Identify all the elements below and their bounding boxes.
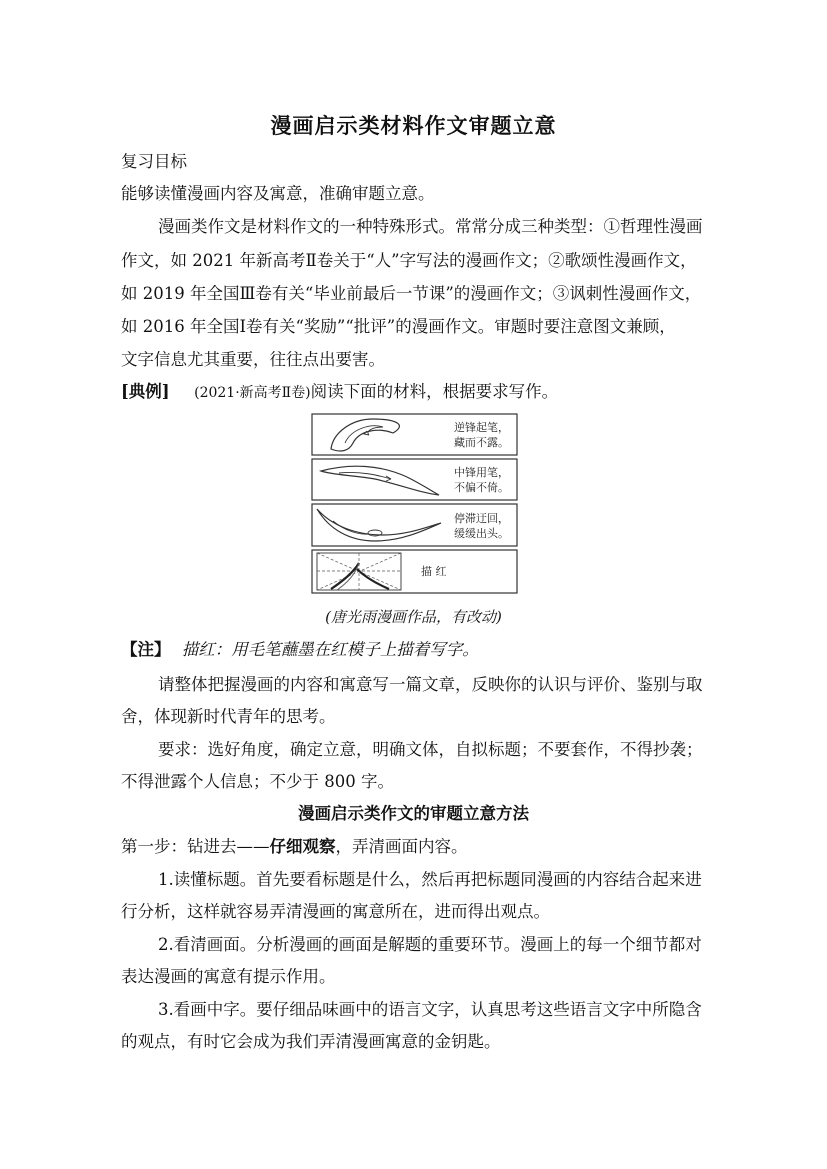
goal-heading: 复习目标 — [121, 152, 187, 171]
requirement-line: 不得泄露个人信息；不少于 800 字。 — [121, 772, 394, 791]
example-text: 阅读下面的材料，根据要求写作。 — [310, 382, 559, 401]
point-line: 表达漫画的寓意有提示作用。 — [121, 967, 336, 986]
panel-text: 停滞迂回， — [454, 512, 509, 525]
goal-text: 能够读懂漫画内容及寓意，准确审题立意。 — [121, 184, 435, 203]
point-line: 2.看清画面。分析漫画的画面是解题的重要环节。漫画上的每一个细节都对 — [158, 935, 702, 954]
example-source: (2021·新高考Ⅱ卷) — [194, 385, 311, 401]
step-bold: 仔细观察 — [269, 837, 336, 856]
point-line: 1.读懂标题。首先要看标题是什么，然后再把标题同漫画的内容结合起来进 — [158, 870, 702, 889]
panel-text: 不偏不倚。 — [454, 481, 509, 494]
note-text: 描红：用毛笔蘸墨在红模子上描着写字。 — [181, 640, 479, 659]
point-line: 行分析，这样就容易弄清漫画的寓意所在，进而得出观点。 — [121, 902, 550, 921]
panel-text: 描 红 — [421, 565, 447, 578]
figure-caption: (唐光雨漫画作品，有改动) — [325, 608, 502, 626]
panel-frame — [312, 550, 517, 593]
panel-text: 逆锋起笔， — [454, 421, 509, 434]
panel-text: 藏而不露。 — [454, 436, 509, 449]
prompt-line: 舍，体现新时代青年的思考。 — [121, 707, 336, 726]
step-heading — [121, 836, 711, 858]
panel-text: 中锋用笔， — [454, 466, 509, 479]
example-tag: [典例] — [121, 382, 170, 401]
step-tail: ，弄清画面内容。 — [335, 837, 468, 856]
intro-line: 文字信息尤其重要，往往点出要害。 — [121, 350, 385, 369]
note-tag: 【注】 — [121, 640, 171, 659]
intro-line: 漫画类作文是材料作文的一种特殊形式。常常分成三种类型：①哲理性漫画 — [158, 217, 703, 236]
requirement-line: 要求：选好角度，确定立意，明确文体，自拟标题；不要套作，不得抄袭； — [158, 740, 703, 759]
panel-text: 缓缓出头。 — [454, 527, 509, 540]
step-label: 第一步：钻进去—— — [121, 837, 270, 856]
prompt-line: 请整体把握漫画的内容和寓意写一篇文章，反映你的认识与评价、鉴别与取 — [158, 675, 703, 694]
point-line: 3.看画中字。要仔细品味画中的语言文字，认真思考这些语言文字中所隐含 — [158, 1000, 702, 1019]
method-title: 漫画启示类作文的审题立意方法 — [298, 804, 529, 823]
example-line — [121, 381, 711, 404]
page-title: 漫画启示类材料作文审题立意 — [270, 113, 557, 138]
cartoon-figure — [311, 413, 518, 594]
point-line: 的观点，有时它会成为我们弄清漫画寓意的金钥匙。 — [121, 1032, 501, 1051]
note-line — [121, 639, 711, 661]
intro-line: 如 2016 年全国Ⅰ卷有关“奖励”“批评”的漫画作文。审题时要注意图文兼顾， — [121, 317, 676, 336]
intro-line: 如 2019 年全国Ⅲ卷有关“毕业前最后一节课”的漫画作文；③讽刺性漫画作文， — [121, 284, 702, 303]
intro-line: 作文，如 2021 年新高考Ⅱ卷关于“人”字写法的漫画作文；②歌颂性漫画作文， — [121, 251, 697, 270]
